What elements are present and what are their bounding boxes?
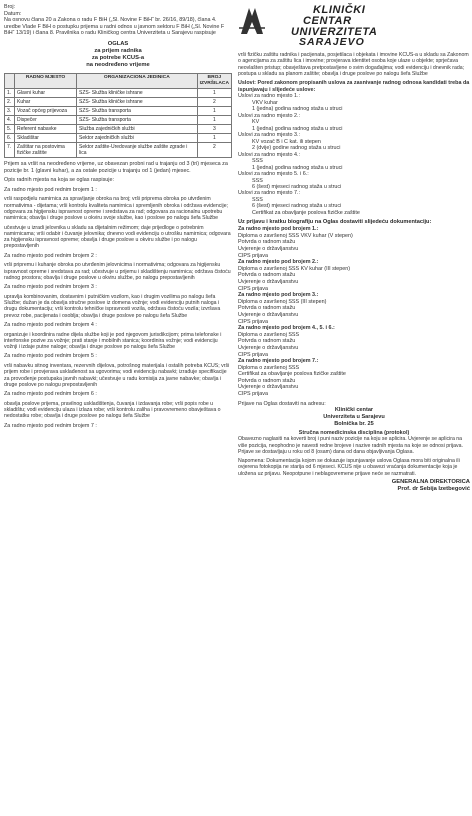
logo-title: KLINIČKI CENTAR UNIVERZITETA: [291, 4, 378, 38]
position-7-heading: Za radno mjesto pod rednim brojem 7 :: [4, 422, 97, 429]
table-row: 7. Zaštitar na postovima fizičke zaštite Sektor zaštite-Uredovanje službe zaštite zgrade i lica 2: [5, 142, 232, 157]
documents-block-2: Za radno mjesto pod brojem 2.: Diploma o završenoj SSS KV kuhar (III stepen) Potvrda o radnom stažu Uvjerenje o državljanstvu CIPS prijava: [238, 259, 351, 292]
conditions-block-2: Uslovi za radno mjesto 2.: KV 1 (jedna) godina radnog staža u struci: [238, 112, 343, 132]
right-column: [238, 52, 470, 493]
position-3-heading: Za radno mjesto pod rednim brojem 3 :: [4, 284, 97, 291]
address-intro: Prijave na Oglas dostaviti na adresu:: [238, 400, 326, 407]
position-6-description: obavlja poslove prijema, pravilnog uskladištenja, čuvanja i izdavanja robe; vrši popis robe u skladištu; vodi evidenciju ulaza i izlaza robe; vrši kontrolu zaliha i pravovremeno obavještava o nedostatku robe; obavlja i druge poslove po nalogu šefa Službe: [4, 400, 221, 420]
intro-datum: Datum:: [4, 10, 22, 17]
documents-block-5: Za radno mjesto pod brojem 7.: Diploma o završenoj SSS Certifikat za obavljanje poslova fizičke zaštite Potvrda o radnom stažu Uvjerenje o državljanstvu CIPS prijava: [238, 358, 346, 398]
position-7-description: vrši fizičku zaštitu radnika i pacijenata, posjetilaca i objekata i imovine KCUS-a u skladu sa Zakonom o agencijama za zaštitu lica i imovine; provjerava identitet osoba koje ulaze u objekte; sprječava neovlašten pristup; obavještava pretpostavljene o svim događajima; vodi evidenciju i dnevnik rada; postupa u skladu sa planom zaštite; obavlja i druge poslove po nalogu šefa Službe: [238, 52, 469, 77]
position-1-description: vrši raspodjelu namirnica za spravljanje obroka na broj; vrši priprema obroka po utvrđenim normativima - dijetama; vrši kontrolu kvaliteta namirnica i spremljenih obroka i održava evidencije; odgovara za higijensku ispravnost opreme i sredstava za rad; odgovara za racionalnu upotrebu namirnica; obavlja i druge poslove u okviru svoje službe, kao i poslove po nalogu šefa Službe: [4, 196, 229, 222]
position-1-heading: Za radno mjesto pod rednim brojem 1 :: [4, 186, 97, 193]
position-2-heading: Za radno mjesto pod rednim brojem 2 :: [4, 252, 97, 259]
commission-text: Obavezno naglasiti na koverti broj i puni naziv pozicije na koju se aplicira. Uvjerenje se aplicira na više pozicija, neophodno je navesti redne brojeve i nazive radnih mjesta na koje se odnosi prijava. Prijave se dostavljaju u roku od 8 (osam) dana od dana objavljivanja Oglasa.: [238, 436, 463, 455]
table-header-row: [5, 73, 232, 88]
col-header-count: BROJ IZVRŠILACA: [197, 73, 231, 88]
kcus-logo: [237, 2, 422, 48]
table-row: 1. Glavni kuhar SZS- Služba kliničke ishrane 1: [5, 88, 232, 97]
position-6-heading: Za radno mjesto pod rednim brojem 6 :: [4, 391, 97, 398]
position-1-description-2: učestvuje u izradi jelovnika u skladu sa dijetalnim režimom; daje prijedloge o potrebnim namirnicama; vrši odabir i čuvanje jelovnika; dnevno vodi evidenciju o utrošku namirnica; odgovara za higijensku ispravnost opreme; obavlja i druge poslove u okviru službe i po nalogu prepostavljenih: [4, 224, 231, 250]
table-row: 5. Referent nabavke Služba zajedničkih službi 3: [5, 124, 232, 133]
conditions-block-4: Uslovi za radno mjesto 4.: SSS 1 (jedna) godina radnog staža u struci: [238, 151, 343, 171]
intro-broj: Broj:: [4, 4, 16, 10]
probation-paragraph: Prijem sa vršit na neodređeno vrijeme, uz obavezan probni rad u trajanju od 3 (tri) mjeseca za pozicije br. 1 (glavni kuhar), a za ostale pozicije u trajanju od 1 (jedan) mjesec.: [4, 160, 228, 174]
position-5-heading: Za radno mjesto pod rednim brojem 5 :: [4, 353, 97, 360]
table-row: 3. Vozač općeg prijevoza SZS- Služba transporta 1: [5, 106, 232, 115]
conditions-block-1: Uslovi za radno mjesto 1.: VKV kuhar 1 (jedna) godina radnog staža u struci: [238, 93, 343, 113]
conditions-block-3: Uslovi za radno mjesto 3.: KV vozač B i C kat. ili stepen 2 (dvije) godine radnog staža u struci: [238, 132, 341, 152]
commission-title: Stručna nomedicinska disciplina (protokol): [298, 429, 410, 436]
col-header-unit: ORGANIZACIONA JEDINICA: [77, 73, 198, 88]
col-header-num: [5, 73, 15, 88]
documents-block-1: Za radno mjesto pod brojem 1.: Diploma o završenoj SSS VKV kuhar (V stepen) Potvrda o radnom stažu Uvjerenje o državljanstvu CIPS prijava: [238, 226, 353, 259]
logo-subtitle: SARAJEVO: [299, 36, 365, 48]
conditions-title: Uslovi: Pored zakonom propisanih uslova za zasnivanje radnog odnosa kandidati treba da ispunjavaju i slijedeće uslove:: [238, 80, 470, 93]
documents-block-3: Za radno mjesto pod brojem 3.: Diploma o završenoj SSS (III stepen) Potvrda o radnom stažu Uvjerenje o državljanstvu CIPS prijava: [238, 292, 327, 325]
table-row: 2. Kuhar SZS- Služba kliničke ishrane 2: [5, 97, 232, 106]
conditions-block-6: Uslovi za radno mjesto 7.: SSS 6 (šest) mjeseci radnog staža u struci Certifikat za obavljanje poslova fizičke zaštite: [238, 190, 360, 216]
positions-table: [4, 73, 232, 158]
signature-name: Prof. dr Sebija Izetbegović: [397, 486, 470, 493]
documents-block-4: Za radno mjesto pod brojem 4., 5. i 6.: Diploma o završenoj SSS Potvrda o radnom stažu Uvjerenje o državljanstvu CIPS prijava: [238, 325, 335, 358]
oglas-title: OGLAS za prijem radnika za potrebe KCUS-a na neodređeno vrijeme: [86, 40, 150, 68]
position-5-description: vrši nabavku sitnog inventara, rezervnih dijelova, potrošnog materijala i ostalih potreba KCUS; vrši prijem robe i provjerava usklađenost sa ugovorima; vodi evidenciju nabavki; izrađuje specifikacije za provođenje postupaka javnih nabavki; učestvuje u radu komisija za javne nabavke; obavlja i druge poslove po nalogu prepostavljenih: [4, 363, 230, 388]
table-row: 6. Skladištar Sektor zajedničkih službi 1: [5, 133, 232, 142]
position-4-heading: Za radno mjesto pod rednim brojem 4 :: [4, 321, 97, 328]
kcus-emblem-icon: [237, 4, 267, 36]
left-column: [4, 4, 232, 429]
position-4-description: organizuje i koordinira radne dijela službe koji je pod njegovom jurisdikcijom; prima telefonske i interfonske pozive za vožnje; prati stanje i mobilnih stanica; koordinira vožnje; vodi evidenciju vožnji i izdaje putne naloge; obavlja i druge poslove po nalogu šefa Službe: [4, 331, 222, 351]
conditions-block-5: Uslovi za radno mjesto 5. i 6.: SSS 6 (šest) mjeseci radnog staža u struci: [238, 171, 342, 190]
table-row: 4. Dispečer SZS- Služba transporta 1: [5, 115, 232, 124]
col-header-position: RADNO MJESTO: [15, 73, 77, 88]
address-block: Klinički centar Univerziteta u Sarajevu Bolnička br. 25: [323, 407, 385, 427]
position-2-description: vrši pripremu i kuhanje obroka po utvrđenim jelovnicima i normativima; odgovara za higijensku ispravnost opreme i sredstava za rad; učestvuje u prijemu i skladištenju namirnica; održava čistoću radnog prostora; obavlja i druge poslove u okviru službe, po nalogu prepostavljenih: [4, 262, 231, 281]
description-intro: Opis radnih mjesta na koja se oglas raspisuje:: [4, 177, 114, 184]
intro-legal-basis: Na osnovu člana 20 a Zakona o radu F BiH („Sl. Novine F BiH“ br. 26/16, 89/18), člana 4. uredbe Vlade F BiH o postupku prijema u radni odnos u javnom sektoru F BiH („Sl. Novine F BiH“ 13/19) i člana 8. Pravilnika o radu Kliničkog centra Univerziteta u Sarajevu raspisuje: [4, 17, 225, 37]
position-3-description: upravlja kombinovanim, dostavnim i putničkim vozilom, kao i drugim vozilima po nalogu šefa Službe; dužan je da obavlja stručne poslove iz domena vožnje; vodi evidenciju putnih naloga i drugu dokumentaciju; vrši kontrolu tehničke ispravnosti vozila, održava čistoću vozila; izvršava prevoz robe, pacijenata i osoblja; obavlja i druge poslove po nalogu šefa Službe: [4, 293, 221, 319]
signature-title: GENERALNA DIREKTORICA: [391, 479, 470, 486]
documents-title: Uz prijavu i kratku biografiju na Oglas dostaviti slijedeću dokumentaciju:: [238, 219, 432, 226]
note-text: Napomena: Dokumentacija kojom se dokazuje ispunjavanje uslova Oglasa mora biti originalna ili ovjerena fotokopija ne starija od 6 mjeseci. KCUS nije u obavezi vraćanja dokumentacije koja je uložena uz prijavu. Neopotpune i neblagovremene prijave neće se razmatrati.: [238, 458, 460, 477]
